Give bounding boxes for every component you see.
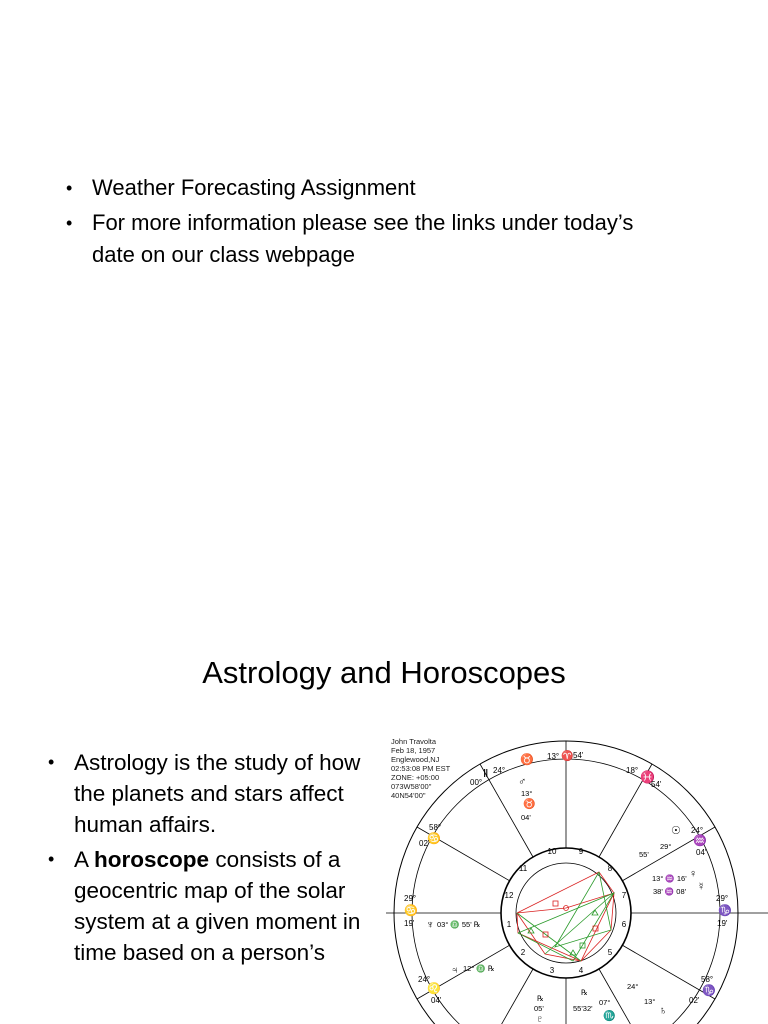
aspect-lines bbox=[517, 872, 614, 961]
house-number: 12 bbox=[504, 891, 514, 900]
planet-position: 03° ♎ 55' ℞ bbox=[437, 920, 481, 929]
retrograde-mark: ℞ bbox=[581, 988, 588, 997]
pisces-glyph: ♓ bbox=[640, 770, 655, 784]
sun-icon: ☉ bbox=[671, 825, 681, 837]
house-number: 1 bbox=[506, 920, 512, 929]
gemini-glyph: Ⅱ bbox=[483, 768, 489, 780]
house-number: 3 bbox=[549, 966, 555, 975]
leo-glyph: ♌ bbox=[427, 983, 441, 995]
slide2-title: Astrology and Horoscopes bbox=[202, 655, 566, 690]
taurus-glyph: ♉ bbox=[520, 754, 534, 766]
mars-icon: ♂ bbox=[518, 776, 527, 788]
house-number: 8 bbox=[607, 864, 613, 873]
cusp-degree: 24° bbox=[691, 826, 704, 835]
house-number: 4 bbox=[578, 966, 584, 975]
chart-info-line: ZONE: +05:00 bbox=[391, 773, 440, 782]
chart-info-block bbox=[391, 737, 451, 800]
planet-minutes: 55' bbox=[639, 850, 649, 859]
planet-degree: 13° bbox=[644, 997, 656, 1006]
cusp-minutes: 02' bbox=[689, 996, 700, 1005]
mercury-icon: ☿ bbox=[697, 881, 706, 893]
planet-position: 38' ♒ 08' bbox=[653, 887, 687, 896]
house-number: 6 bbox=[621, 920, 627, 929]
cusp-minutes: 54' bbox=[651, 780, 662, 789]
planet-degree: 07° bbox=[599, 998, 611, 1007]
house-number: 2 bbox=[520, 948, 526, 957]
scorpio-glyph: ♏ bbox=[603, 1011, 616, 1022]
house-number: 7 bbox=[621, 891, 627, 900]
slide1-bullet: • Weather Forecasting Assignment bbox=[62, 172, 662, 204]
slide1-bullet: • For more information please see the links under today’s date on our class webpage bbox=[62, 207, 662, 271]
cusp-degree: 18° bbox=[626, 766, 639, 775]
chart-info-line: John Travolta bbox=[391, 737, 437, 746]
taurus-glyph: ♉ bbox=[523, 799, 536, 810]
jupiter-icon: ♃ bbox=[451, 965, 459, 976]
cancer-glyph-2: ♋ bbox=[404, 905, 418, 917]
capricorn-glyph: ♑ bbox=[718, 905, 732, 917]
cusp-degree: 24° bbox=[418, 975, 431, 984]
planet-minutes: 04' bbox=[521, 813, 531, 822]
saturn-icon: ♄ bbox=[659, 1005, 668, 1017]
house-number: 10 bbox=[547, 847, 557, 856]
cusp-degree: 29° bbox=[404, 894, 417, 903]
cusp-minutes: 24° bbox=[493, 766, 506, 775]
cusp-degree: 13° bbox=[547, 752, 560, 761]
planet-position: 13° ♒ 16' bbox=[652, 874, 687, 883]
chart-info-line: 40N54'00" bbox=[391, 791, 426, 800]
chart-info-line: 02:53:08 PM EST bbox=[391, 764, 451, 773]
bullet-text-post: consists of a geocentric map of the solar system at a given moment in time based on a person’s bbox=[74, 847, 361, 965]
planet-position: 55'32' bbox=[573, 1004, 593, 1013]
cusp-degree: 29° bbox=[716, 894, 729, 903]
horoscope-chart bbox=[385, 733, 768, 1024]
bullet-text-pre: A bbox=[74, 847, 95, 872]
planet-minutes: 05' bbox=[534, 1004, 544, 1013]
slide1-bullets bbox=[62, 172, 662, 274]
horoscope-term: horoscope bbox=[94, 847, 210, 872]
neptune-icon: ♆ bbox=[426, 919, 435, 931]
chart-info-line: Englewood,NJ bbox=[391, 755, 440, 764]
retrograde-mark: ℞ bbox=[537, 994, 544, 1003]
pluto-icon: ♇ bbox=[536, 1014, 544, 1024]
planet-degree: 13° bbox=[521, 789, 533, 798]
house-numbers bbox=[505, 847, 627, 975]
cusp-minutes: 19' bbox=[717, 919, 728, 928]
aries-glyph: ♈ bbox=[561, 751, 574, 762]
slide2-bullet-astrology: • Astrology is the study of how the planets and stars affect human affairs. bbox=[44, 747, 364, 840]
house-number: 11 bbox=[518, 864, 528, 873]
aquarius-glyph: ♒ bbox=[693, 835, 707, 847]
cusp-degree: 58° bbox=[429, 823, 442, 832]
cusp-minutes: 04' bbox=[431, 996, 442, 1005]
cusp-degree: 00° bbox=[470, 778, 483, 787]
slide2-bullets bbox=[44, 747, 364, 972]
cancer-glyph: ♋ bbox=[427, 833, 441, 845]
cusp-degree: 58° bbox=[701, 975, 714, 984]
chart-info-line: 073W58'00" bbox=[391, 782, 432, 791]
cusp-minutes: 19' bbox=[404, 919, 415, 928]
house-number: 9 bbox=[578, 847, 584, 856]
chart-info-line: Feb 18, 1957 bbox=[391, 746, 436, 755]
cusp-minutes: 02' bbox=[419, 839, 430, 848]
cusp-minutes: 54' bbox=[573, 751, 584, 760]
planet-degree: 29° bbox=[660, 842, 672, 851]
cusp-minutes: 04' bbox=[696, 848, 707, 857]
slide2-bullet-horoscope bbox=[44, 844, 364, 968]
planet-position: 12° ♎ ℞ bbox=[463, 964, 495, 973]
capricorn-glyph-2: ♑ bbox=[702, 985, 716, 997]
planet-degree: 24° bbox=[627, 982, 639, 991]
house-number: 5 bbox=[607, 948, 613, 957]
venus-icon: ♀ bbox=[689, 868, 698, 880]
